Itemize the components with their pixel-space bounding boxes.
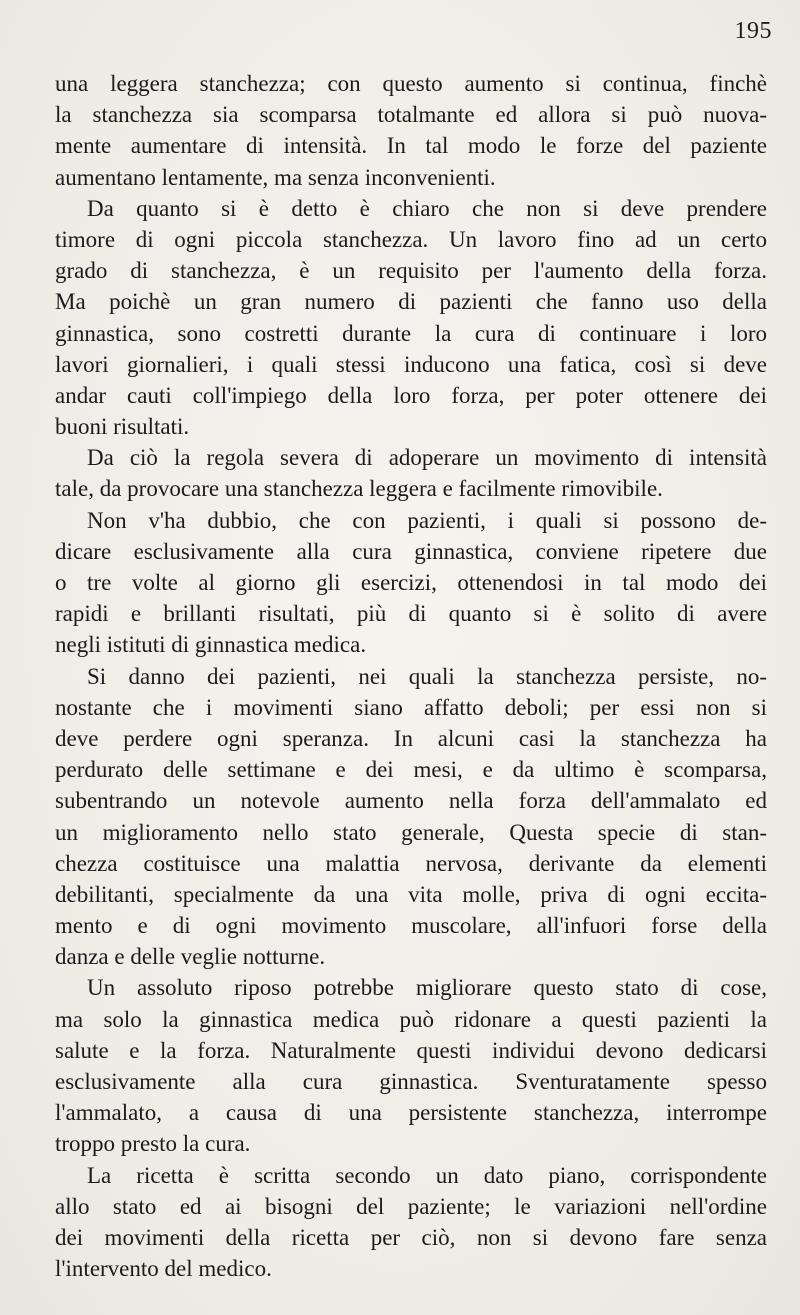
text-line: perdurato delle settimane e dei mesi, e da ultimo è scomparsa, xyxy=(55,757,767,783)
text-line: grado di stanchezza, è un requisito per l'aumento della forza. xyxy=(55,258,767,284)
text-line: nostante che i movimenti siano affatto deboli; per essi non si xyxy=(55,694,767,720)
text-line: deve perdere ogni speranza. In alcuni casi la stanchezza ha xyxy=(55,725,767,751)
text-line: l'ammalato, a causa di una persistente stanchezza, interrompe xyxy=(55,1100,767,1126)
text-line: allo stato ed ai bisogni del paziente; le variazioni nell'ordine xyxy=(55,1193,767,1219)
text-line: Si danno dei pazienti, nei quali la stanchezza persiste, no- xyxy=(87,663,767,689)
text-line: o tre volte al giorno gli esercizi, ottenendosi in tal modo dei xyxy=(55,570,767,595)
text-line: un miglioramento nello stato generale, Questa specie di stan- xyxy=(55,819,767,845)
text-line: subentrando un notevole aumento nella forza dell'ammalato ed xyxy=(55,788,767,814)
text-line: dicare esclusivamente alla cura ginnastica, conviene ripetere due xyxy=(55,538,767,564)
text-line: dei movimenti della ricetta per ciò, non si devono fare senza xyxy=(55,1224,767,1250)
page-number: 195 xyxy=(734,18,772,44)
text-line: negli istituti di ginnastica medica. xyxy=(55,632,367,658)
text-line: ginnastica, sono costretti durante la cura di continuare i loro xyxy=(55,320,767,346)
body-text xyxy=(55,68,767,1284)
text-line: buoni risultati. xyxy=(55,414,190,440)
text-line: andar cauti coll'impiego della loro forza, per poter ottenere dei xyxy=(55,382,767,408)
text-line: l'intervento del medico. xyxy=(55,1256,272,1282)
text-line: Ma poichè un gran numero di pazienti che fanno uso della xyxy=(55,289,767,315)
text-line: La ricetta è scritta secondo un dato piano, corrispondente xyxy=(87,1162,767,1188)
text-line: Un assoluto riposo potrebbe migliorare questo stato di cose, xyxy=(87,975,767,1001)
text-line: rapidi e brillanti risultati, più di quanto si è solito di avere xyxy=(55,601,767,627)
text-line: ma solo la ginnastica medica può ridonare a questi pazienti la xyxy=(55,1006,767,1032)
text-line: chezza costituisce una malattia nervosa, derivante da elementi xyxy=(55,850,767,876)
text-line: troppo presto la cura. xyxy=(55,1131,251,1157)
text-line: Da quanto si è detto è chiaro che non si deve prendere xyxy=(87,195,767,221)
text-line: Da ciò la regola severa di adoperare un movimento di intensità xyxy=(87,445,767,471)
text-line: esclusivamente alla cura ginnastica. Sventuratamente spesso xyxy=(55,1069,767,1094)
text-line: una leggera stanchezza; con questo aumento si continua, finchè xyxy=(55,71,767,96)
text-line: debilitanti, specialmente da una vita molle, priva di ogni eccita- xyxy=(55,881,767,907)
text-line: tale, da provocare una stanchezza leggera e facilmente rimovibile. xyxy=(55,476,663,502)
text-line: timore di ogni piccola stanchezza. Un lavoro fino ad un certo xyxy=(55,226,767,252)
text-line: mento e di ogni movimento muscolare, all'infuori forse della xyxy=(55,913,767,939)
text-line: danza e delle veglie notturne. xyxy=(55,944,326,970)
text-line: aumentano lentamente, ma senza inconvenienti. xyxy=(55,164,496,190)
text-line: salute e la forza. Naturalmente questi individui devono dedicarsi xyxy=(55,1037,767,1063)
text-line: Non v'ha dubbio, che con pazienti, i quali si possono de- xyxy=(87,507,767,533)
text-line: lavori giornalieri, i quali stessi inducono una fatica, così si deve xyxy=(55,351,767,377)
text-line: la stanchezza sia scomparsa totalmante ed allora si può nuova- xyxy=(55,102,767,128)
text-line: mente aumentare di intensità. In tal modo le forze del paziente xyxy=(55,133,767,159)
